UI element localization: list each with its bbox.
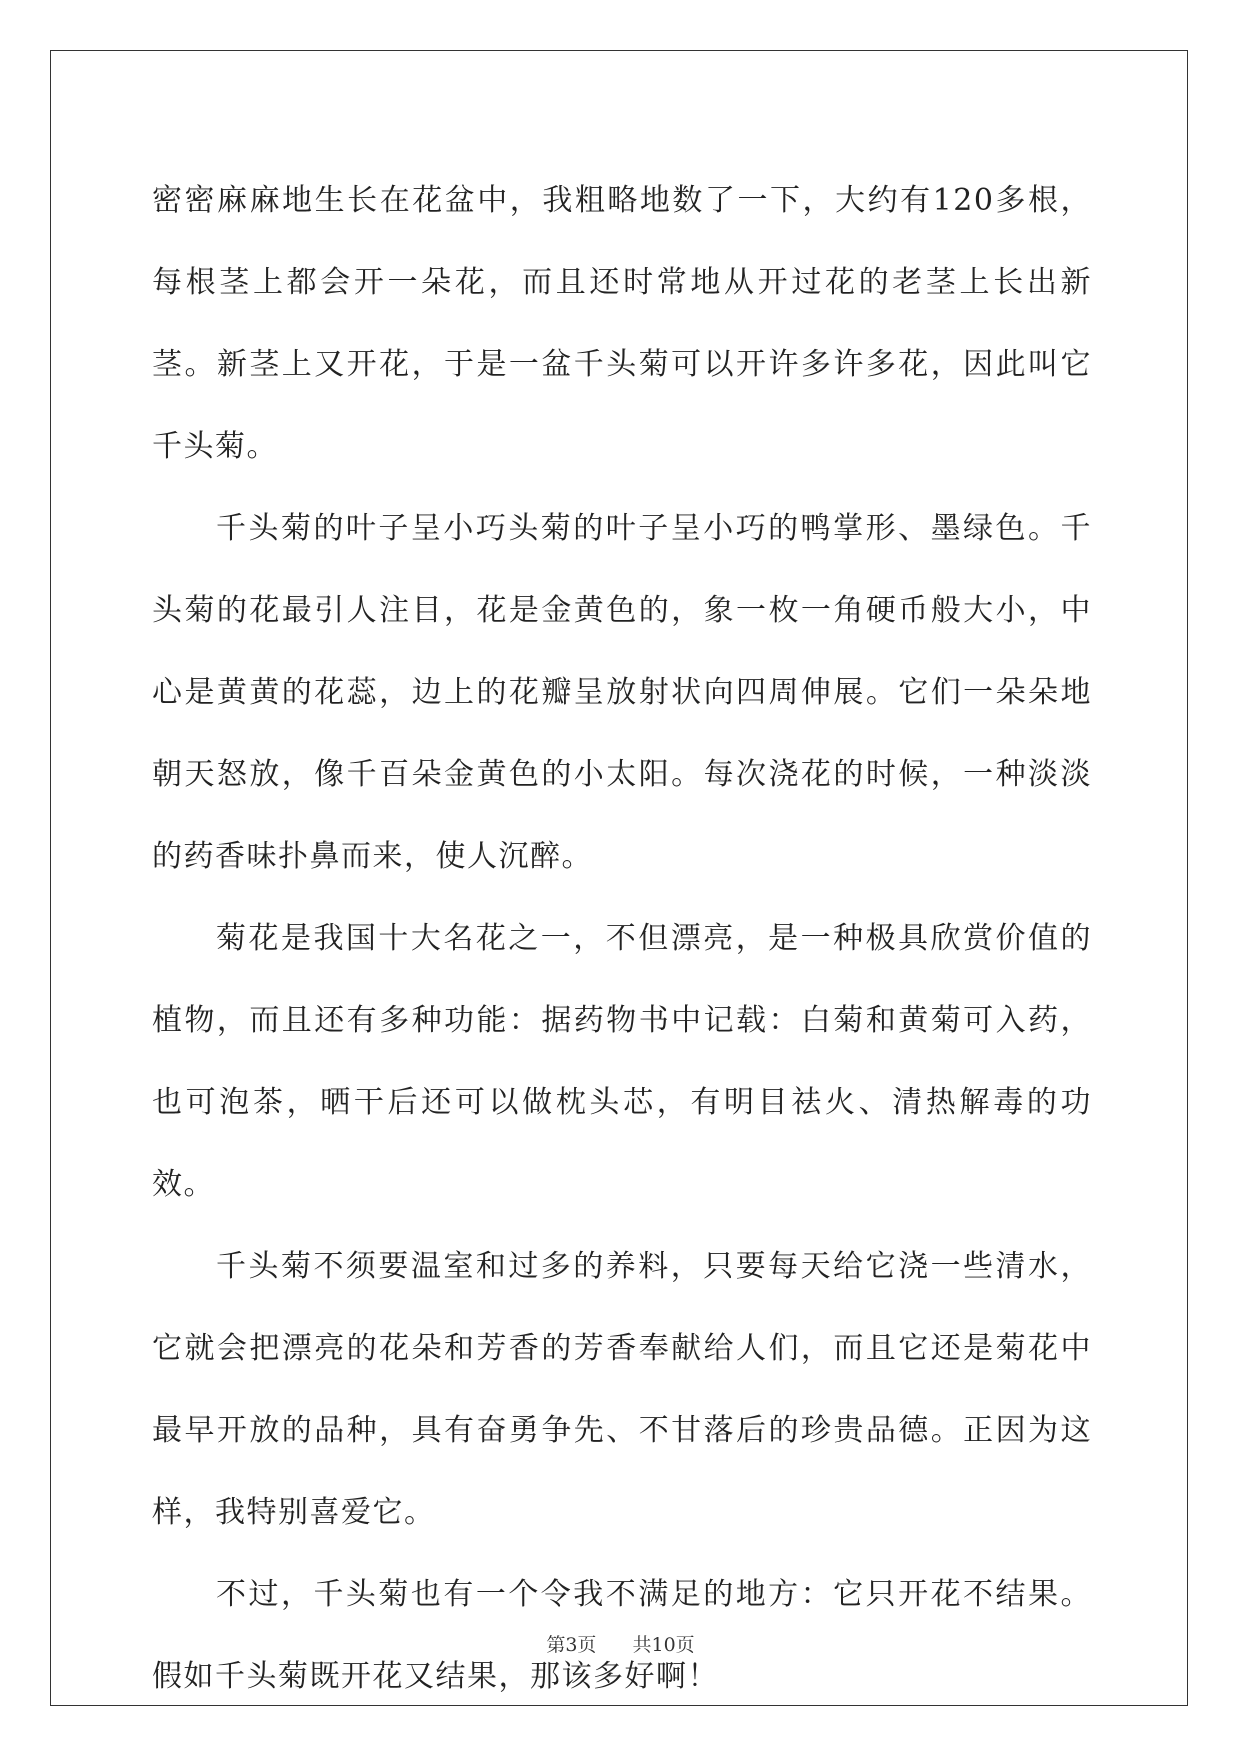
page-total: 共10页 [632,1634,695,1656]
page-footer [0,1630,1241,1657]
paragraph-2: 千头菊的叶子呈小巧头菊的叶子呈小巧的鸭掌形、墨绿色。千头菊的花最引人注目，花是金黄色的，象一枚一角硬币般大小，中心是黄黄的花蕊，边上的花瓣呈放射状向四周伸展。它们一朵朵地朝天怒放，像千百朵金黄色的小太阳。每次浇花的时候，一种淡淡的药香味扑鼻而来，使人沉醉。 [152,511,1092,874]
page-number: 第3页 [546,1634,597,1656]
document-body [152,160,1092,1718]
paragraph-4: 千头菊不须要温室和过多的养料，只要每天给它浇一些清水，它就会把漂亮的花朵和芳香的芳香奉献给人们，而且它还是菊花中最早开放的品种，具有奋勇争先、不甘落后的珍贵品德。正因为这样，我特别喜爱它。 [152,1249,1092,1530]
paragraph-3: 菊花是我国十大名花之一，不但漂亮，是一种极具欣赏价值的植物，而且还有多种功能：据药物书中记载：白菊和黄菊可入药，也可泡茶，晒干后还可以做枕头芯，有明目祛火、清热解毒的功效。 [152,921,1092,1202]
paragraph-1: 密密麻麻地生长在花盆中，我粗略地数了一下，大约有120多根，每根茎上都会开一朵花，而且还时常地从开过花的老茎上长出新茎。新茎上又开花，于是一盆千头菊可以开许多许多花，因此叫它千头菊。 [152,183,1092,464]
paragraph-5: 不过，千头菊也有一个令我不满足的地方：它只开花不结果。假如千头菊既开花又结果，那该多好啊！ [152,1577,1092,1694]
